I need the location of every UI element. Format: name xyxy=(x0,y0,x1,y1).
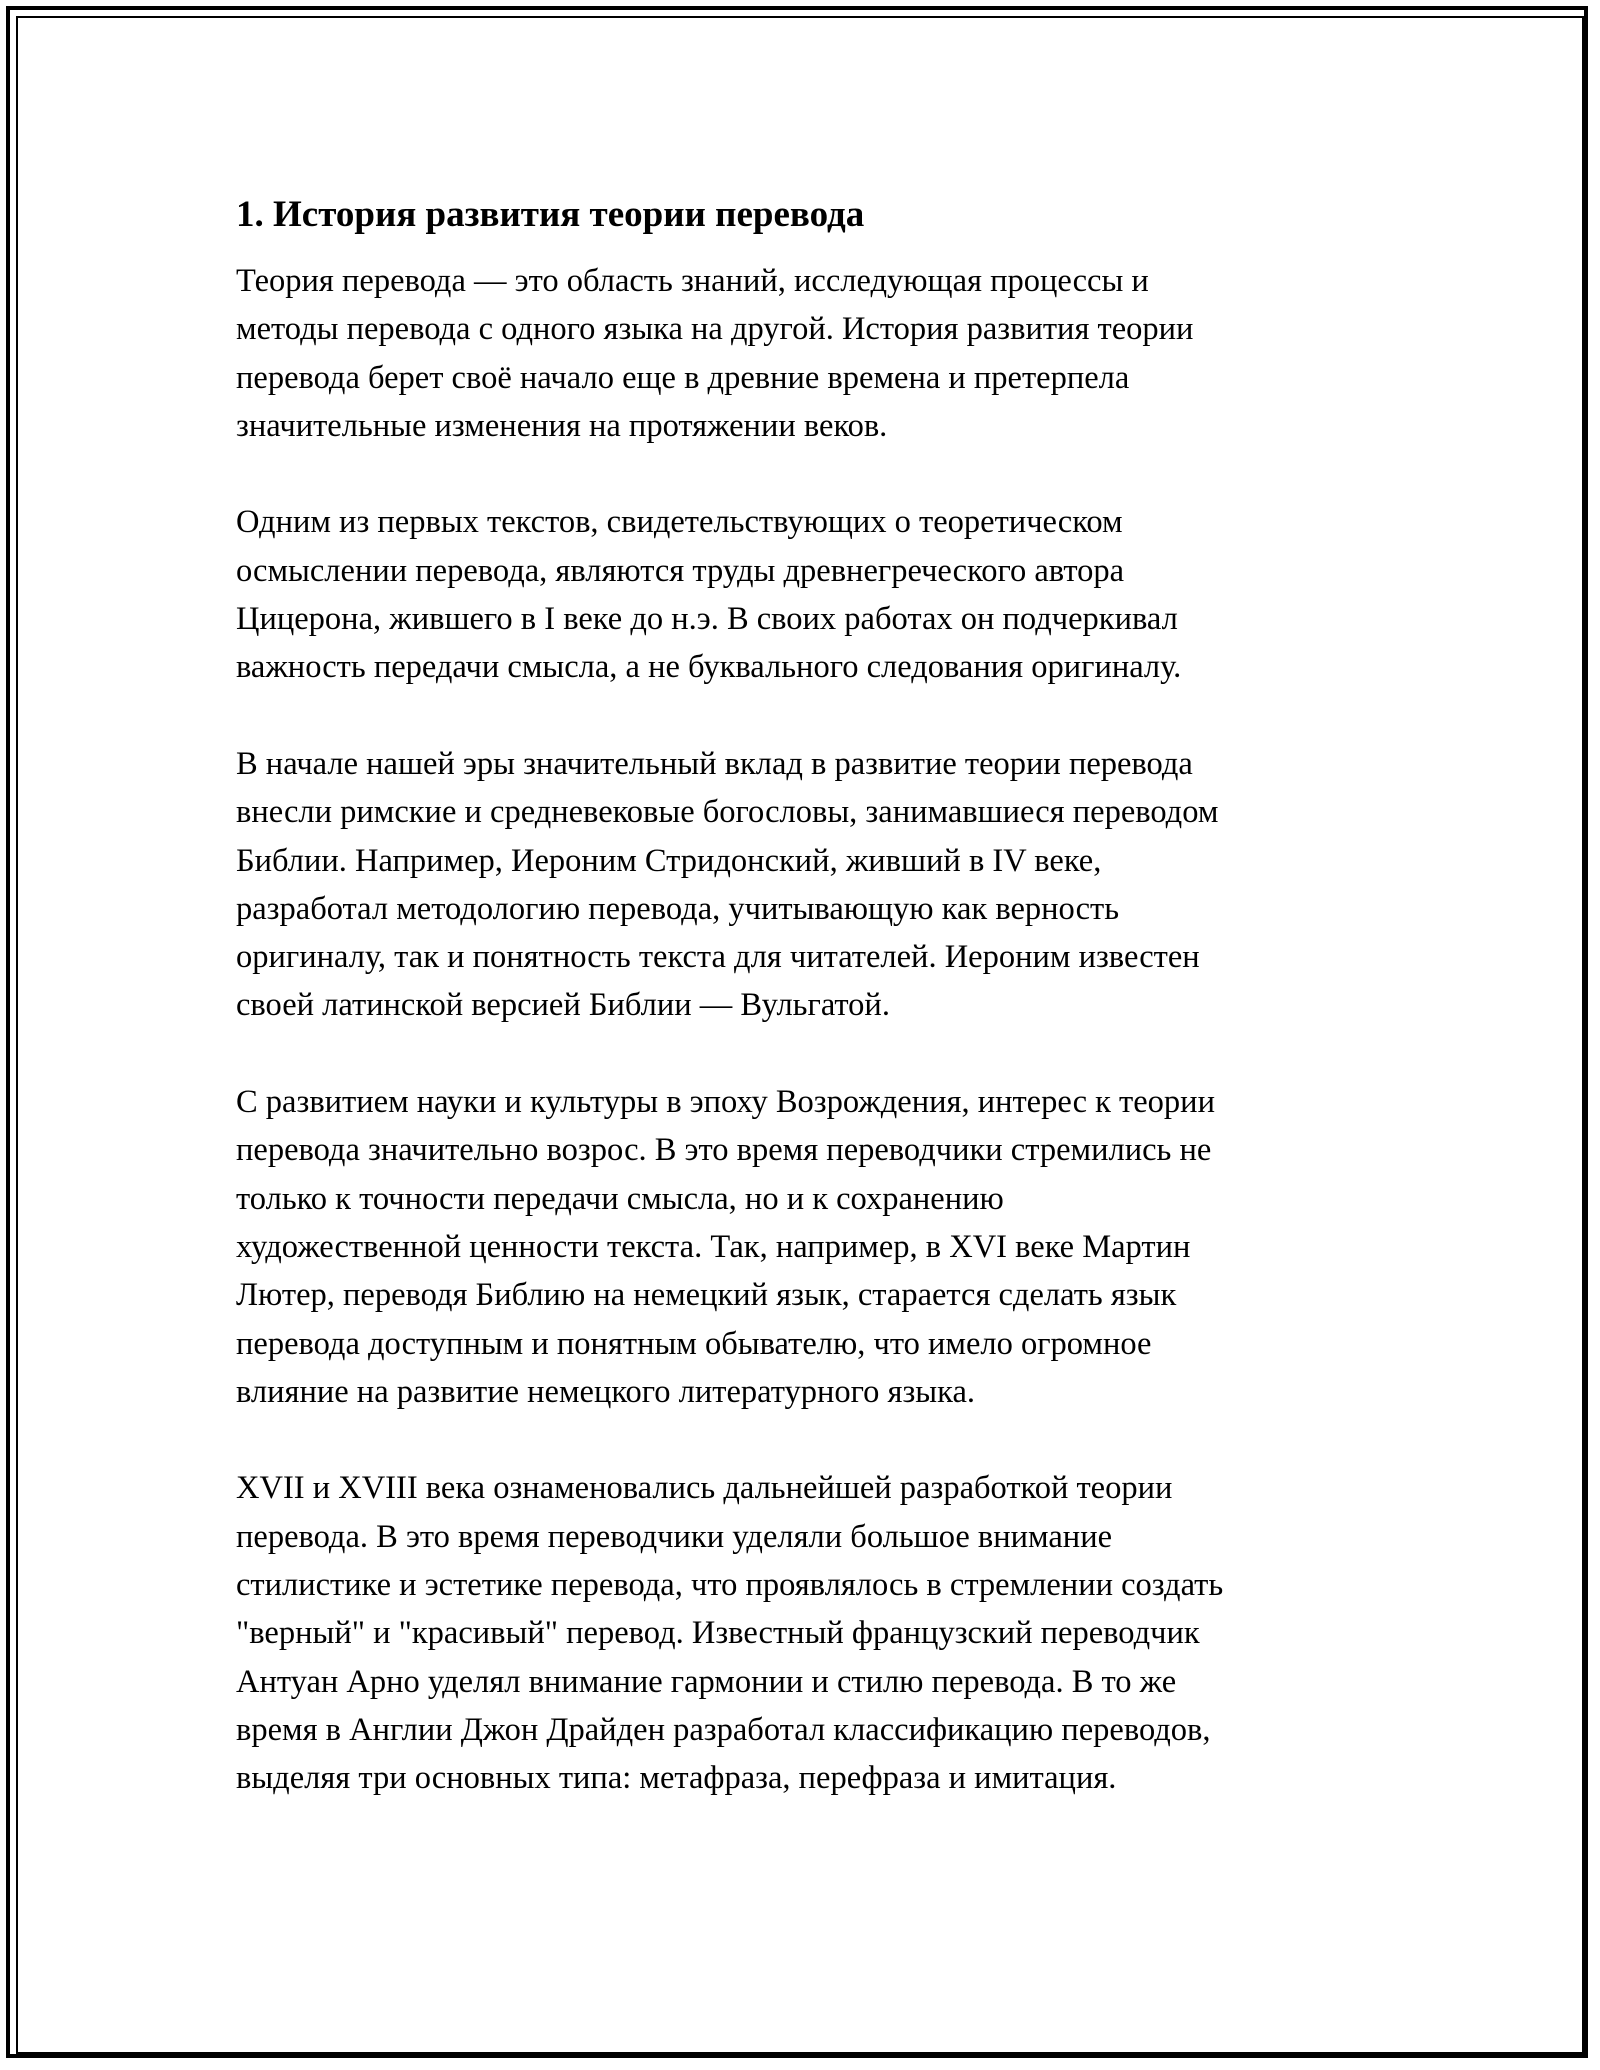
text-line: разработал методологию перевода, учитывающую как верность xyxy=(236,890,1120,927)
text-line: В начале нашей эры значительный вклад в развитие теории перевода xyxy=(236,745,1193,782)
text-line: художественной ценности текста. Так, например, в XVI веке Мартин xyxy=(236,1228,1191,1265)
text-line: влияние на развитие немецкого литературного языка. xyxy=(236,1373,975,1410)
paragraph-renaissance xyxy=(236,1078,1376,1416)
text-line: Одним из первых текстов, свидетельствующих о теоретическом xyxy=(236,504,1123,541)
text-line: методы перевода с одного языка на другой. История развития теории xyxy=(236,311,1194,348)
text-line: XVII и XVIII века ознаменовались дальнейшей разработкой теории xyxy=(236,1470,1173,1507)
text-line: Теория перевода — это область знаний, исследующая процессы и xyxy=(236,263,1149,299)
text-line: значительные изменения на протяжении веков. xyxy=(236,407,888,444)
text-line: "верный" и "красивый" перевод. Известный французский переводчик xyxy=(236,1615,1200,1652)
text-line: перевода доступным и понятным обывателю, что имело огромное xyxy=(236,1325,1152,1362)
paragraph-17-18-centuries xyxy=(236,1464,1376,1802)
text-line: Цицерона, жившего в I веке до н.э. В своих работах он подчеркивал xyxy=(236,601,1178,638)
text-line: перевода. В это время переводчики уделяли большое внимание xyxy=(236,1518,1113,1555)
text-line: С развитием науки и культуры в эпоху Возрождения, интерес к теории xyxy=(236,1084,1215,1121)
text-line: время в Англии Джон Драйден разработал классификацию переводов, xyxy=(236,1711,1211,1748)
text-line: перевода значительно возрос. В это время переводчики стремились не xyxy=(236,1132,1212,1169)
text-line: стилистике и эстетике перевода, что проявлялось в стремлении создать xyxy=(236,1567,1224,1604)
paragraph-cicero xyxy=(236,498,1376,691)
text-line: выделяя три основных типа: метафраза, перефраза и имитация. xyxy=(236,1760,1117,1797)
paragraph-jerome xyxy=(236,740,1376,1030)
text-line: Антуан Арно уделял внимание гармонии и стилю перевода. В то же xyxy=(236,1663,1177,1700)
text-line: Библии. Например, Иероним Стридонский, живший в IV веке, xyxy=(236,842,1102,879)
document-body xyxy=(236,186,1376,1803)
text-line: внесли римские и средневековые богословы, занимавшиеся переводом xyxy=(236,794,1219,831)
text-line: перевода берет своё начало еще в древние времена и претерпела xyxy=(236,359,1130,396)
text-line: своей латинской версией Библии — Вульгатой. xyxy=(236,987,890,1024)
text-line: осмыслении перевода, являются труды древнегреческого автора xyxy=(236,552,1125,589)
text-line: Лютер, переводя Библию на немецкий язык, старается сделать язык xyxy=(236,1277,1177,1314)
text-line: только к точности передачи смысла, но и к сохранению xyxy=(236,1180,1004,1217)
section-heading: 1. История развития теории перевода xyxy=(236,194,865,235)
text-line: важность передачи смысла, а не буквального следования оригиналу. xyxy=(236,649,1182,686)
text-line: оригиналу, так и понятность текста для читателей. Иероним известен xyxy=(236,939,1200,976)
paragraph-intro xyxy=(236,257,1376,450)
